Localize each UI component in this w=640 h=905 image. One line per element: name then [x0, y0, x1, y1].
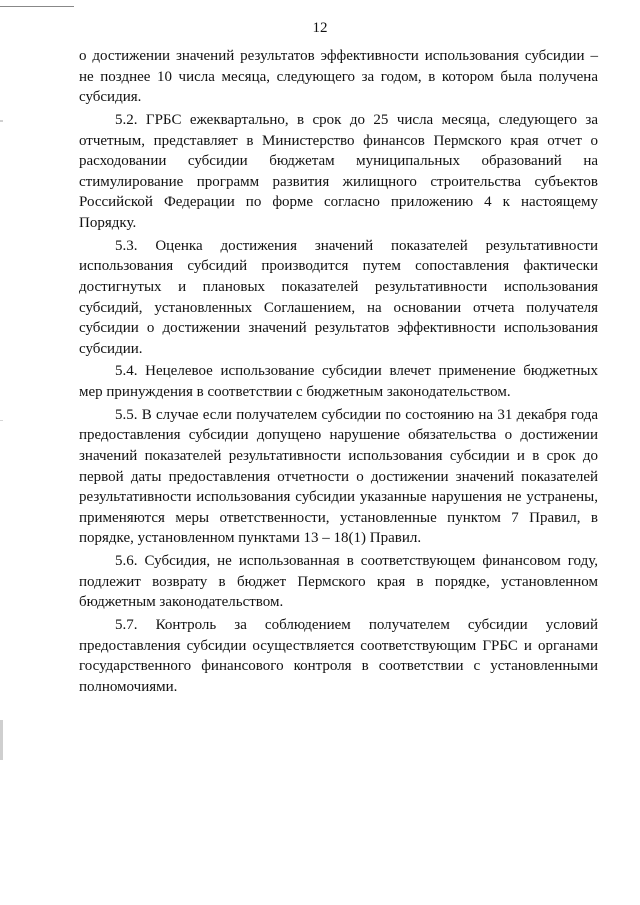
paragraph-5-3: 5.3. Оценка достижения значений показателей результативности использования субсидий производится путем сопоставления фактически достигнутых и плановых показателей результативности использования субсидий, установленных Соглашением, на основании отчета получателя субсидии о достижении значений результатов эффективности использования субсидии.: [79, 237, 598, 357]
paragraph-5-6: 5.6. Субсидия, не использованная в соответствующем финансовом году, подлежит возврату в бюджет Пермского края в порядке, установленном бюджетным законодательством.: [79, 553, 598, 611]
page-number: 12: [312, 20, 328, 36]
paragraph-continuation: о достижении значений результатов эффективности использования субсидии – не позднее 10 числа месяца, следующего за годом, в котором была получена субсидия.: [79, 48, 598, 106]
document-body: [79, 46, 598, 700]
scan-left-edge: [0, 0, 3, 905]
paragraph-5-4: 5.4. Нецелевое использование субсидии влечет применение бюджетных мер принуждения в соответствии с бюджетным законодательством.: [79, 363, 598, 401]
paragraph-5-5: 5.5. В случае если получателем субсидии по состоянию на 31 декабря года предоставления субсидии допущено нарушение обязательства о достижении значений показателей результативности использования субсидии и в срок до первой даты предоставления отчетности о достижении значений показателей результативности использования субсидии указанные нарушения не устранены, применяются меры ответственности, установленные пунктом 7 Правил, в порядке, установленном пунктами 13 – 18(1) Правил.: [79, 406, 598, 547]
scan-corner-mark: [0, 6, 74, 7]
paragraph-5-2: 5.2. ГРБС ежеквартально, в срок до 25 числа месяца, следующего за отчетным, представляет в Министерство финансов Пермского края отчет о расходовании субсидии бюджетам муниципальных образований на стимулирование программ развития жилищного строительства субъектов Российской Федерации по форме согласно приложению 4 к настоящему Порядку.: [79, 111, 598, 231]
paragraph-5-7: 5.7. Контроль за соблюдением получателем субсидии условий предоставления субсидии осуществляется соответствующим ГРБС и органами государственного финансового контроля в соответствии с установленными полномочиями.: [79, 617, 598, 695]
